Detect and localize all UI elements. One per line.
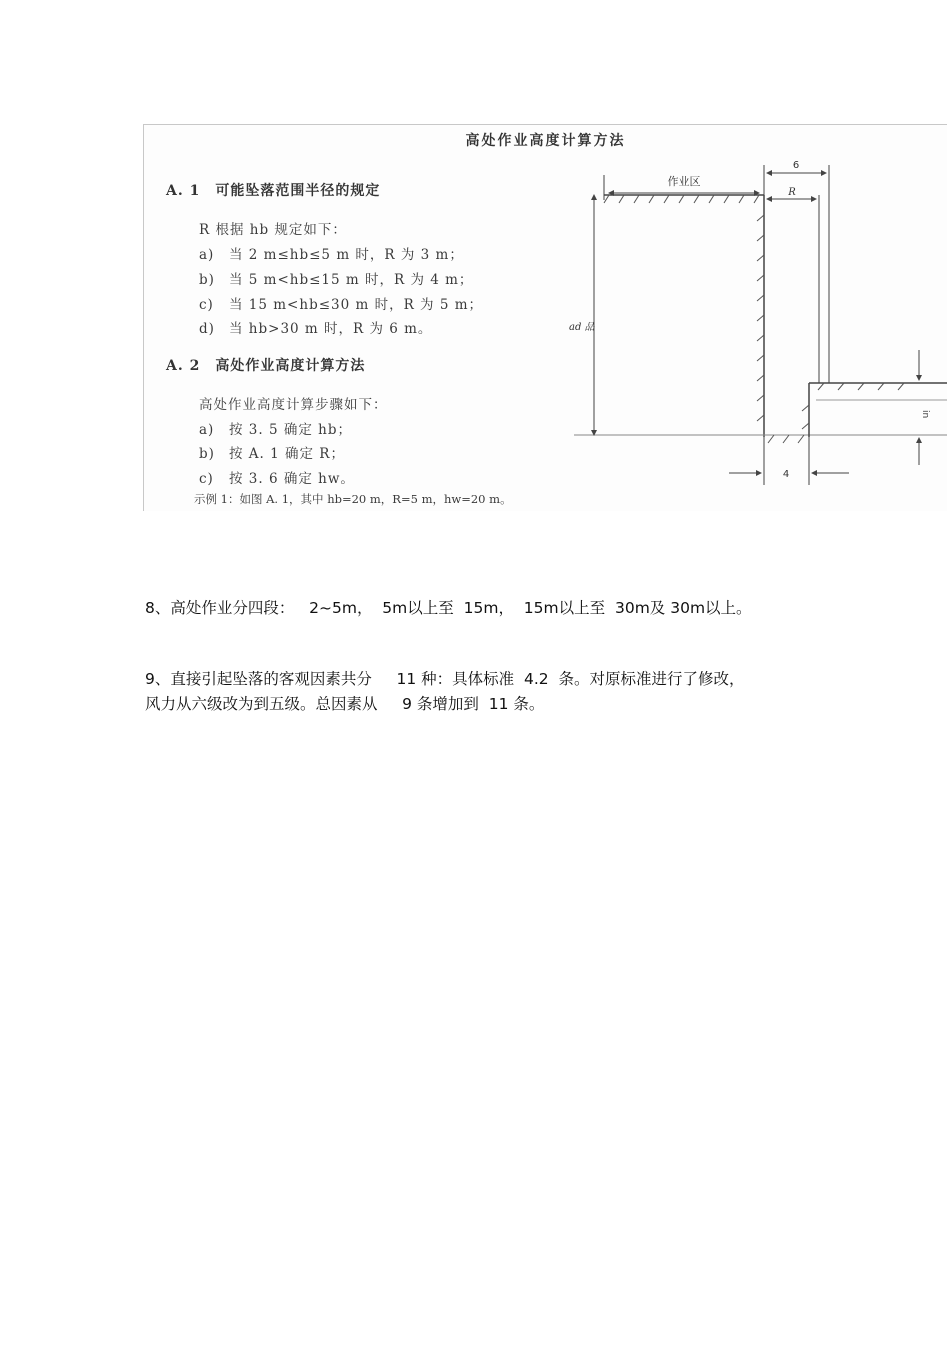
item-label: c) (199, 297, 214, 313)
a2-item-c (199, 467, 355, 487)
item-label: c) (199, 471, 214, 487)
item-label: b) (199, 446, 215, 462)
a2-intro: 高处作业高度计算步骤如下： (199, 397, 388, 413)
dim-label-4: 4 (782, 469, 790, 480)
item-text: 按 A. 1 确定 R； (229, 446, 345, 462)
section-a1-heading: A. 1 可能坠落范围半径的规定 (166, 183, 381, 199)
a1-item-b (199, 268, 473, 288)
item-label: a) (199, 247, 215, 263)
item-text: 按 3. 5 确定 hb； (229, 422, 352, 438)
dim-label-hw: ad 品 (569, 322, 595, 333)
paragraph-8: 8、高处作业分四段： 2~5m， 5m以上至 15m， 15m以上至 30m及 30m以上。 (145, 599, 752, 617)
a1-intro: R 根据 hb 规定如下： (199, 222, 347, 238)
example-note: 示例 1：如图 A. 1，其中 hb=20 m，R=5 m，hw=20 m。 (194, 492, 512, 506)
a2-item-b (199, 442, 345, 462)
item-text: 当 2 m≤hb≤5 m 时，R 为 3 m； (229, 247, 464, 263)
a1-item-d (199, 317, 432, 337)
scan-title: 高处作业高度计算方法 (465, 133, 626, 149)
item-text: 当 15 m<hb≤30 m 时，R 为 5 m； (229, 297, 484, 313)
work-zone-label: 作业区 (667, 175, 701, 188)
item-label: a) (199, 422, 215, 438)
fall-radius-diagram (564, 155, 947, 495)
item-text: 当 hb>30 m 时，R 为 6 m。 (229, 321, 433, 337)
paragraph-9-line-1: 9、直接引起坠落的客观因素共分 11 种：具体标准 4.2 条。对原标准进行了修改， (145, 670, 745, 688)
item-label: d) (199, 321, 215, 337)
a1-item-c (199, 293, 483, 313)
item-label: b) (199, 272, 215, 288)
paragraph-9-line-2: 风力从六级改为到五级。总因素从 9 条增加到 11 条。 (145, 695, 545, 713)
dim-label-5: in (920, 410, 930, 419)
item-text: 按 3. 6 确定 hw。 (229, 471, 355, 487)
a2-item-a (199, 418, 352, 438)
section-a2-heading: A. 2 高处作业高度计算方法 (166, 358, 366, 374)
dim-label-r: R (788, 187, 796, 198)
a1-item-a (199, 243, 464, 263)
dim-label-6: 6 (792, 160, 800, 171)
scanned-standard-excerpt (143, 124, 947, 511)
item-text: 当 5 m<hb≤15 m 时，R 为 4 m； (229, 272, 474, 288)
